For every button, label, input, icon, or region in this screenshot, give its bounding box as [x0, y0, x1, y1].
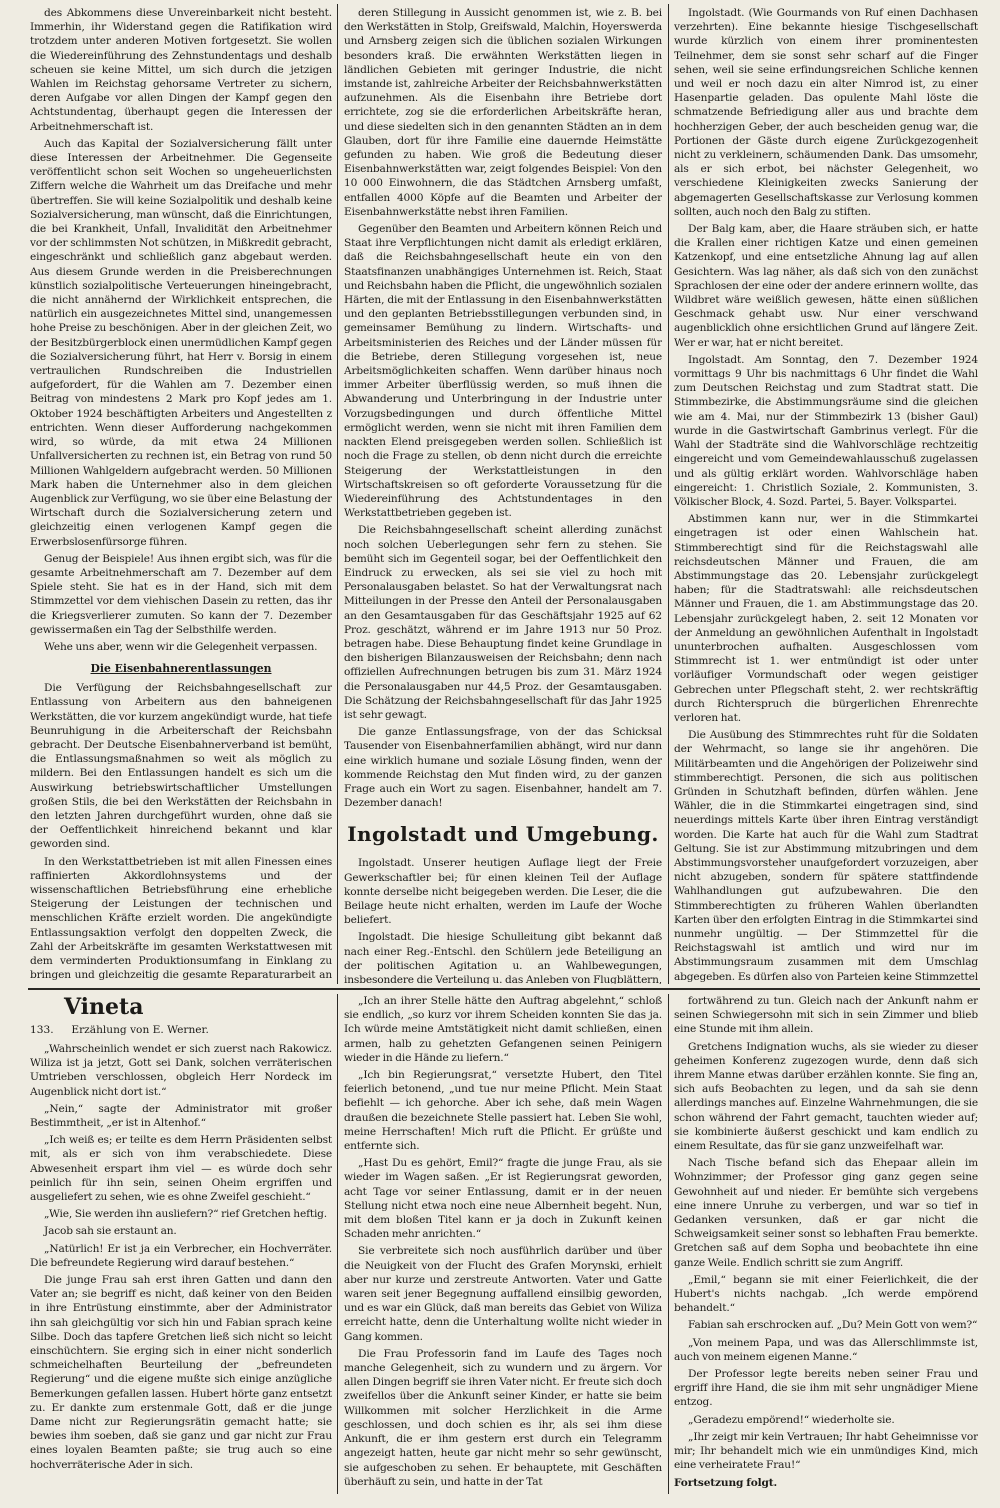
paragraph: Wehe uns aber, wenn wir die Gelegenheit verpassen. — [44, 640, 318, 653]
paragraph: „Emil,“ begann sie mit einer Feierlichkeit, die der Hubert's nichts nachgab. „Ich werde empörend behandelt.“ — [674, 1273, 978, 1315]
section-heading-ingolstadt: Ingolstadt und Umgebung. — [347, 822, 659, 847]
paragraph: Gegenüber den Beamten und Arbeitern können Reich und Staat ihre Verpflichtungen nicht damit als erledigt erklären, daß die Reichsbahngesellschaft heute ein von den Staatsfinanzen unabhängiges Unternehmen ist. Reich, Staat und Reichsbahn haben die Pflicht, die ungewöhnlich sozialen Härten, die mit der Entlassung in den Eisenbahnwerkstätten und den geplanten Betriebsstillegungen verbunden sind, in gemeinsamer Bemühung zu lindern. Wirtschafts- und Arbeitsministerien des Reiches und der Länder müssen für die Betriebe, deren Stillegung vorgesehen ist, neue Arbeitsmöglichkeiten schaffen. Wenn darüber hinaus noch immer Arbeiter überflüssig werden, so muß ihnen die Abwanderung und Unterbringung in der Industrie unter Vorzugsbedingungen und durch öffentliche Mittel ermöglicht werden, wenn sie nicht mit ihren Familien dem nackten Elend preisgegeben werden sollen. Schließlich ist noch die Frage zu stellen, ob denn nicht durch die erreichte Steigerung der Werkstattleistungen in den Wirtschaftskreisen so oft geforderte Voraussetzung für die Wiedereinführung des Achtstundentages in den Werkstattbetrieben gegeben ist. — [344, 223, 662, 520]
paragraph: Die junge Frau sah erst ihren Gatten und dann den Vater an; sie begriff es nicht, daß keiner von den Beiden in ihre Entrüstung einstimmte, aber der Administrator ihn sah gleichgültig vor sich hin und Fabian sprach keine Silbe. Doch das tapfere Gretchen ließ sich nicht so leicht einschüchtern. Sie erging sich in einer nicht sonderlich schmeichelhaften Beurteilung der „befreundeten Regierung“ und die eigene mußte sich einige anzügliche Bemerkungen gefallen lassen. Hubert hörte ganz entsetzt zu. Er dankte zum erstenmale Gott, daß er die junge Dame nicht zur Regierungsrätin gemacht hatte; sie bewies ihm soeben, daß sie ganz und gar nicht zur Frau eines loyalen Beamten paßte; sie trug auch so eine hochverräterische Ader in sich. — [30, 1274, 332, 1471]
paragraph: Der Balg kam, aber, die Haare sträuben sich, er hatte die Krallen einer richtigen Katze und einen gemeinen Katzenkopf, und eine entsetzliche Ahnung lag auf allen Gesichtern. Was lag näher, als daß sich von den zunächst Sprachlosen der eine oder der andere erinnern wollte, das Wildbret wäre weißlich gewesen, hätte einen süßlichen Geschmack gehabt usw. Nur einer verschwand augenblicklich ohne ersichtlichen Grund auf längere Zeit. Wer er war, hat er nicht bereitet. — [674, 223, 978, 349]
paragraph: Auch das Kapital der Sozialversicherung fällt unter diese Interessen der Arbeitnehmer. Die Gegenseite veröffentlicht schon seit Wochen so ungeheuerlichsten Ziffern welche die Wahrheit um das Dreifache und mehr übertreffen. Sie will keine Sozialpolitik und deshalb keine Sozialversicherung, man wünscht, daß die Einrichtungen, die bei Krankheit, Unfall, Invalidität den Arbeitnehmer vor der schlimmsten Not schützen, in Mißkredit gebracht, eingeschränkt und schließlich ganz abgebaut werden. Aus diesem Grunde werden in die Preisberechnungen künstlich sozialpolitische Verteuerungen hineingebracht, die nicht annähernd der Wirklichkeit entsprechen, die natürlich ein ausgezeichnetes Mittel sind, unangemessen hohe Preise zu beschönigen. Aber in der gleichen Zeit, wo der Besitzbürgerblock einen unermüdlichen Kampf gegen die Sozialversicherung führt, hat Herr v. Borsig in einem vertraulichen Rundschreiben die Industriellen aufgefordert, für die Wahlen am 7. Dezember einen Beitrag von mindestens 2 Mark pro Kopf jedes am 1. Oktober 1924 beschäftigten Arbeiters und Angestellten z entrichten. Wenn dieser Aufforderung nachgekommen wird, so würde, da mit etwa 24 Millionen Unfallversicherten zu rechnen ist, ein Betrag von rund 50 Millionen Wahlgeldern aufgebracht werden. 50 Millionen Mark haben die Unternehmer also in dem gleichen Augenblick zur Verfügung, wo sie über eine Belastung der Wirtschaft durch die Sozialversicherung zetern und gleichzeitig einen verlogenen Kampf gegen die Erwerbslosenfürsorge führen. — [30, 137, 332, 548]
paragraph: „Hast Du es gehört, Emil?“ fragte die junge Frau, als sie wieder im Wagen saßen. „Er ist Regierungsrat geworden, acht Tage vor seiner Entlassung, damit er in der neuen Stellung nicht etwa noch eine neue Albernheit begeht. Nun, mit dem bloßen Titel kann er ja doch in Zukunft keinen Schaden mehr anrichten.“ — [344, 1157, 662, 1241]
paragraph: „Nein,“ sagte der Administrator mit großer Bestimmtheit, „er ist in Altenhof.“ — [30, 1102, 332, 1130]
paragraph: Der Professor legte bereits neben seiner Frau und ergriff ihre Hand, die sie ihm mit sehr ungnädiger Miene entzog. — [674, 1368, 978, 1409]
paragraph: deren Stillegung in Aussicht genommen ist, wie z. B. bei den Werkstätten in Stolp, Greifswald, Malchin, Hoyerswerda und Arnsberg zeigen sich die üblichen sozialen Wirkungen besonders kraß. Die erwähnten Werkstätten liegen in ländlichen Gebieten mit geringer Industrie, die nicht imstande ist, zahlreiche Arbeiter der Reichsbahnwerkstätten aufzunehmen. Als die Eisenbahn ihre Betriebe dort errichtete, zog sie die erforderlichen Arbeitskräfte heran, und diese siedelten sich in den genannten Städten an in dem Glauben, dort für ihre Familie eine dauernde Heimstätte gefunden zu haben. Wie groß die Bedeutung dieser Eisenbahnwerkstätten war, zeigt folgendes Beispiel: Von den 10 000 Einwohnern, die das Städtchen Arnsberg umfaßt, entfallen 4000 Köpfe auf die Beamten und Arbeiter der Eisenbahnwerkstätte nebst ihren Familien. — [344, 7, 662, 218]
paragraph: Ingolstadt. Unserer heutigen Auflage liegt der Freie Gewerkschaftler bei; für einen kleinen Teil der Auflage konnte derselbe nicht beigegeben werden. Die Leser, die die Beilage heute nicht erhalten, werden im Laufe der Woche beliefert. — [344, 857, 662, 927]
paragraph: Die Reichsbahngesellschaft scheint allerding zunächst noch solchen Ueberlegungen sehr fern zu stehen. Sie bemüht sich im Gegenteil sogar, bei der Oeffentlichkeit den Eindruck zu erwecken, als sei sie viel zu hoch mit Personalausgaben belastet. So hat der Verwaltungsrat nach Mitteilungen in der Presse den Anteil der Personalausgaben an den Gesamtausgaben für das Geschäftsjahr 1925 auf 62 Proz. geschätzt, während er im Jahre 1913 nur 50 Proz. betragen habe. Diese Behauptung findet keine Grundlage in den bisherigen Bilanzausweisen der Reichsbahn; denn nach offiziellen Aufrechnungen betrugen bis zum 31. März 1924 die Personalausgaben nur 44,5 Proz. der Gesamtausgaben. Die Schätzung der Reichsbahngesellschaft für das Jahr 1925 ist sehr gewagt. — [344, 524, 662, 721]
paragraph: „Ich weiß es; er teilte es dem Herrn Präsidenten selbst mit, als er sich von ihm verabschiedete. Diese Abwesenheit erspart ihm viel — es würde doch sehr peinlich für ihn sein, seinen Oheim ergriffen und ausgeliefert zu sehen, wie es ohne Zweifel geschieht.“ — [30, 1134, 332, 1204]
paragraph: „Ihr zeigt mir kein Vertrauen; Ihr habt Geheimnisse vor mir; Ihr behandelt mich wie ein unmündiges Kind, mich eine verheiratete Frau!“ — [674, 1430, 978, 1472]
paragraph: Gretchens Indignation wuchs, als sie wieder zu dieser geheimen Konferenz zugezogen wurde, denn daß sich ihrem Manne etwas darüber erzählen konnte. Sie fing an, sich aufs Beobachten zu legen, und da sah sie denn allerdings manches auf. Einzelne Wahrnehmungen, die sie schon während der Fahrt gemacht, tauchten wieder auf; sie kombinierte äußerst geschickt und kam endlich zu einem Resultate, das für sie ganz unzweifelhaft war. — [674, 1040, 978, 1153]
paragraph: Die Ausübung des Stimmrechtes ruht für die Soldaten der Wehrmacht, so lange sie ihr angehören. Die Militärbeamten und die Angehörigen der Polizeiwehr sind stimmberechtigt. Personen, die sich aus politischen Gründen in Schutzhaft befinden, dürfen wählen. Jene Wähler, die in die Stimmkartei eingetragen sind, sind neuerdings mittels Karte über ihren Eintrag verständigt worden. Die Karte hat auch für die Wahl zum Stadtrat Geltung. Sie ist zur Abstimmung mitzubringen und dem Abstimmungsvorsteher unaufgefordert vorzuzeigen, aber nicht abzugeben, sondern für spätere stattfindende Wahlhandlungen gut aufzubewahren. Die den Stimmberechtigten zu früheren Wahlen überlandten Karten über den erfolgten Eintrag in die Stimmkartei sind nunmehr ungültig. — Der Stimmzettel für die Reichstagswahl ist amtlich und wird nur im Abstimmungsraum zusammen mit dem Umschlag abgegeben. Es dürfen also von Parteien keine Stimmzettel — [674, 729, 978, 983]
feuilleton-column — [674, 994, 978, 1499]
article-eisenbahn — [344, 6, 662, 984]
paragraph: des Abkommens diese Unvereinbarkeit nicht besteht. Immerhin, ihr Widerstand gegen die Ratifikation wird trotzdem unter anderen Motiven fortgesetzt. Sie wollen die Wiedereinführung des Zehnstundentags und deshalb scheuen sie keine Mittel, um sich durch die jetzigen Wahlen im Reichstag gehorsame Vertreter zu sichern, deren Aufgabe vor allen Dingen der Kampf gegen den Achtstundentag, überhaupt gegen die Interessen der Arbeitnehmerschaft ist. — [30, 7, 332, 133]
paragraph: Ingolstadt. Am Sonntag, den 7. Dezember 1924 vormittags 9 Uhr bis nachmittags 6 Uhr findet die Wahl zum Deutschen Reichstag und zum Stadtrat statt. Die Stimmbezirke, die Abstimmungsräume sind die gleichen wie am 4. Mai, nur der Stimmbezirk 13 (bisher Gaul) wurde in die Gastwirtschaft Gambrinus verlegt. Für die Wahl der Stadträte sind die Wahlvorschläge rechtzeitig eingereicht und vom Gemeindewahlausschuß zugelassen und als gültig erklärt worden. Wahlvorschläge haben eingereicht: 1. Christlich Soziale, 2. Kommunisten, 3. Völkischer Block, 4. Sozd. Partei, 5. Bayer. Volkspartei. — [674, 353, 978, 508]
continuation-note: Fortsetzung folgt. — [674, 1476, 778, 1489]
paragraph: „Natürlich! Er ist ja ein Verbrecher, ein Hochverräter. Die befreundete Regierung wird darauf bestehen.“ — [30, 1242, 332, 1269]
paragraph: „Ich bin Regierungsrat,“ versetzte Hubert, den Titel feierlich betonend, „und tue nur meine Pflicht. Mein Staat befiehlt — ich gehorche. Aber ich sehe, daß mein Wagen draußen die bezeichnete Stelle passiert hat. Leben Sie wohl, meine Herrschaften! Mich ruft die Pflicht. Er grüßte und entfernte sich. — [344, 1069, 662, 1153]
column-rule — [668, 994, 669, 1494]
article-sozialpolitik — [30, 6, 332, 984]
paragraph: Die ganze Entlassungsfrage, von der das Schicksal Tausender von Eisenbahnerfamilien abhängt, wird nur dann eine wirklich humane und soziale Lösung finden, wenn der kommende Reichstag den Mut finden wird, zu der ganzen Frage auch ein Wort zu sagen. Eisenbahner, handelt am 7. Dezember danach! — [344, 726, 662, 810]
paragraph: Sie verbreitete sich noch ausführlich darüber und über die Neuigkeit von der Flucht des Grafen Morynski, erhielt aber nur kurze und zerstreute Antworten. Vater und Gatte waren seit jener Begegnung auffallend einsilbig geworden, und es war ein Glück, daß man bereits das Gebiet von Wiliza erreicht hatte, denn die Unterhaltung wollte nicht wieder in Gang kommen. — [344, 1245, 662, 1343]
paragraph: Fabian sah erschrocken auf. „Du? Mein Gott von wem?“ — [688, 1319, 978, 1332]
paragraph: fortwährend zu tun. Gleich nach der Ankunft nahm er seinen Schwiegersohn mit sich in sein Zimmer und blieb eine Stunde mit ihm allein. — [674, 995, 978, 1036]
author-line: Erzählung von E. Werner. — [71, 1024, 209, 1036]
paragraph: Die Frau Professorin fand im Laufe des Tages noch manche Gelegenheit, sich zu wundern und zu ärgern. Vor allen Dingen begriff sie ihren Vater nicht. Er freute sich doch zweifellos über die Ankunft seiner Kinder, er hatte sie beim Willkommen mit solcher Herzlichkeit in die Arme geschlossen, und doch schien es ihr, als sei ihm diese Ankunft, die er ihm gestern erst durch ein Telegramm angezeigt hatten, heute gar nicht mehr so sehr gewünscht, sie aufgeschoben zu sehen. Er behauptete, mit Geschäften überhäuft zu sein, und hatte in der Tat — [344, 1347, 662, 1488]
installment-number: 133. — [30, 1024, 54, 1036]
section-subheading: Die Eisenbahnerentlassungen — [90, 662, 272, 676]
column-rule — [337, 4, 338, 984]
paragraph: „Ich an ihrer Stelle hätte den Auftrag abgelehnt,“ schloß sie endlich, „so kurz vor ihrem Scheiden konnten Sie das ja. Ich würde meine Amtstätigkeit nicht damit schließen, einen armen, halb zu gehetzten Gefangenen seinen Peinigern wieder in die Hände zu liefern.“ — [344, 995, 662, 1064]
feuilleton-byline — [30, 1024, 332, 1036]
paragraph: Ingolstadt. (Wie Gourmands von Ruf einen Dachhasen verzehrten). Eine bekannte hiesige Tischgesellschaft wurde kürzlich von einem ihrer prominentesten Teilnehmer, dem sie sonst sehr scharf auf die Finger sehen, weil sie seine erfindungsreichen Schliche kennen und weil er noch dazu ein alter Nimrod ist, zu einer Hasenpartie geladen. Das opulente Mahl löste die schmatzende Befriedigung aller aus und brachte dem hochherzigen Geber, der auch bescheiden genug war, die Portionen der Gäste durch eigene Zurückgezogenheit nicht zu verkleinern, schäumenden Dank. Das umsomehr, als er sich erbot, bei nächster Gelegenheit, wo verschiedene Kleinigkeiten zwecks Sanierung der abgemagerten Gesellschaftskasse zur Verlosung kommen sollten, auch noch den Balg zu stiften. — [674, 7, 978, 218]
paragraph: Nach Tische befand sich das Ehepaar allein im Wohnzimmer; der Professor ging ganz gegen seine Gewohnheit auf und nieder. Er bemühte sich vergebens eine innere Unruhe zu verbergen, und war so tief in Gedanken versunken, daß er gar nicht die Schweigsamkeit seiner sonst so lebhaften Frau bemerkte. Gretchen saß auf dem Sopha und beobachtete ihn eine ganze Weile. Endlich schritt sie zum Angriff. — [674, 1157, 978, 1269]
paragraph: „Von meinem Papa, und was das Allerschlimmste ist, auch von meinem eigenen Manne.“ — [674, 1336, 978, 1363]
feuilleton-title: Vineta — [64, 994, 144, 1020]
paragraph: Genug der Beispiele! Aus ihnen ergibt sich, was für die gesamte Arbeitnehmerschaft am 7. Dezember auf dem Spiele steht. Sie hat es in der Hand, sich mit dem Stimmzettel vor dem viehischen Dasein zu retten, das ihr die Kriegsverlierer zumuten. So kann der 7. Dezember gewissermaßen ein Tag der Selbsthilfe werden. — [30, 552, 332, 636]
feuilleton-column — [30, 994, 332, 1499]
paragraph: Die Verfügung der Reichsbahngesellschaft zur Entlassung von Arbeitern aus den bahneigenen Werkstätten, die vor kurzem angekündigt wurde, hat tiefe Beunruhigung in die Arbeiterschaft der Reichsbahn gebracht. Der Deutsche Eisenbahnerverband ist bemüht, die Entlassungsmaßnahmen so weit als möglich zu mildern. Bei den Entlassungen handelt es sich um die Auswirkung betriebswirtschaftlicher Umstellungen großen Stils, die bei den Werkstätten der Reichsbahn in den letzten Jahren durchgeführt wurden, ohne daß sie der Oeffentlichkeit hinreichend bekannt und klar geworden sind. — [30, 682, 332, 851]
feuilleton-column — [344, 994, 662, 1499]
feuilleton-divider — [28, 988, 980, 990]
paragraph: „Geradezu empörend!“ wiederholte sie. — [688, 1413, 895, 1426]
column-rule — [668, 4, 669, 984]
paragraph: Abstimmen kann nur, wer in die Stimmkartei eingetragen ist oder einen Wahlschein hat. Stimmberechtigt sind für die Reichstagswahl alle reichsdeutschen Männer und Frauen, die am Abstimmungstage das 20. Lebensjahr zurückgelegt haben; für die Stadtratswahl: alle reichsdeutschen Männer und Frauen, die 1. am Abstimmungstage das 20. Lebensjahr zurückgelegt haben, 2. seit 12 Monaten vor der Anmeldung an gewöhnlichen Aufenthalt in Ingolstadt ununterbrochen aufhalten. Ausgeschlossen vom Stimmrecht ist 1. wer entmündigt ist oder unter vorläufiger Vormundschaft oder wegen geistiger Gebrechen unter Pflegschaft steht, 2. wer rechtskräftig durch Richterspruch die bürgerlichen Ehrenrechte verloren hat. — [674, 513, 978, 724]
paragraph: Ingolstadt. Die hiesige Schulleitung gibt bekannt daß nach einer Reg.-Entschl. den Schülern jede Beteiligung an der politischen Agitation u. an Wahlbewegungen, insbesondere die Verteilung u. das Anleben von Flugblättern, — [344, 931, 662, 984]
paragraph: In den Werkstattbetrieben ist mit allen Finessen eines raffinierten Akkordlohnsystems und der wissenschaftlichen Betriebsführung eine erhebliche Steigerung der Leistungen der technischen und menschlichen Kräfte erzielt worden. Die angekündigte Entlassungsaktion verfolgt den doppelten Zweck, die Zahl der Arbeitskräfte im gesamten Werkstattwesen mit dem verminderten Produktionsumfang in Einklang zu bringen und gleichzeitig die gesamte Reparaturarbeit an — [30, 855, 332, 982]
article-lokales — [674, 6, 978, 984]
paragraph: Jacob sah sie erstaunt an. — [44, 1225, 177, 1238]
paragraph: „Wahrscheinlich wendet er sich zuerst nach Rakowicz. Wiliza ist ja jetzt, Gott sei Dank, solchen verräterischen Umtrieben verschlossen, obgleich Herr Nordeck im Augenblick nicht dort ist.“ — [30, 1043, 332, 1098]
column-rule — [337, 994, 338, 1494]
paragraph: „Wie, Sie werden ihn ausliefern?“ rief Gretchen heftig. — [44, 1208, 328, 1221]
